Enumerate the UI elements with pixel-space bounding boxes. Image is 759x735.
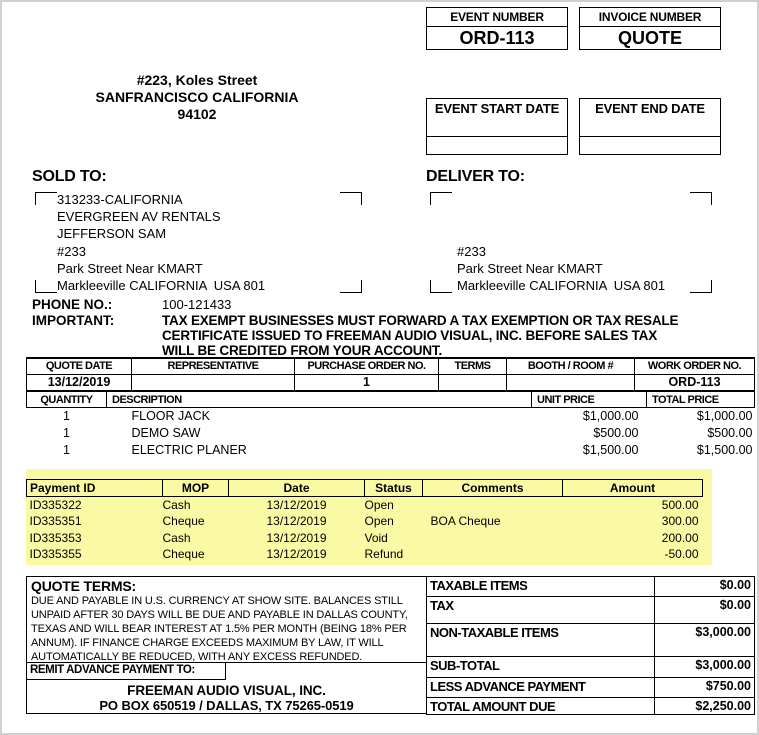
quantity-cell: 1 [63,426,70,440]
totals-label: TOTAL AMOUNT DUE [427,698,655,715]
sold-to-line: JEFFERSON SAM [57,226,167,242]
quantity-cell: 1 [63,443,70,457]
event-start-date-label: EVENT START DATE [427,99,567,137]
item-row [27,408,755,425]
mop-cell: Cheque [162,514,205,529]
date-cell: 13/12/2019 [266,547,327,562]
event-end-date-label: EVENT END DATE [580,99,720,137]
mop-cell: Cash [162,530,191,545]
comments-cell [423,546,563,563]
comments-cell [423,530,563,547]
deliver-to-line [457,225,712,242]
payment-row [27,513,703,530]
item-row [27,425,755,442]
amount-cell: -50.00 [664,547,699,562]
order-info-value-row [27,374,755,390]
order-info-header-cell: WORK ORDER NO. [635,358,755,374]
payments-header-cell: Date [229,480,365,497]
totals-label: SUB-TOTAL [427,657,655,678]
invoice-number-label: INVOICE NUMBER [580,8,720,27]
payments-header-cell: Amount [563,480,703,497]
important-label: IMPORTANT: [32,313,115,328]
payment-row [27,497,703,514]
order-info-header-cell: REPRESENTATIVE [132,358,295,374]
amount-cell: 500.00 [661,498,699,512]
deliver-to-line [457,191,712,208]
amount-cell: 300.00 [661,514,699,529]
order-info-header-cell: BOOTH / ROOM # [507,358,635,374]
items-header-cell: DESCRIPTION [107,392,532,408]
mop-cell: Cheque [162,547,205,562]
mop-cell: Cash [162,498,191,512]
totals-value: $750.00 [655,678,755,698]
payment-id-cell: ID335355 [29,547,82,562]
sold-to-address-block [35,191,362,294]
unit-price-cell: $500.00 [593,426,639,440]
corner-bracket-icon [690,192,712,205]
company-address-line: 94102 [177,106,217,122]
payments-header-cell: Payment ID [27,480,163,497]
totals-value: $0.00 [655,597,755,624]
payments-table [26,479,703,563]
order-info-header-cell: QUOTE DATE [27,358,132,374]
comments-cell: BOA Cheque [430,514,501,529]
date-cell: 13/12/2019 [266,530,327,545]
total-price-cell: $1,000.00 [696,409,753,424]
totals-row [427,678,755,698]
sold-to-line: EVERGREEN AV RENTALS [57,209,221,225]
date-cell: 13/12/2019 [266,498,327,512]
phone-value: 100-121433 [162,297,232,312]
event-start-date-box [426,98,568,155]
payments-header-cell: MOP [163,480,229,497]
comments-cell [423,497,563,514]
booth-room-value [507,374,635,390]
quote-terms-body: DUE AND PAYABLE IN U.S. CURRENCY AT SHOW SITE. BALANCES STILL UNPAID AFTER 30 DAYS WILL BE DUE AND PAYABLE IN DALLAS COUNTY, TEXAS AND WILL BEAR INTEREST AT 1.5% PER MONTH (BEING 18% PER ANNUM). IF FINANCE CHARGE EXCEEDS MAXIMUM BY LAW, IT WILL AUTOMATICALLY BE REDUCED, WITH ANY EXCESS REFUNDED. [31,595,408,663]
representative-value [132,374,295,390]
items-header-cell: UNIT PRICE [532,392,647,408]
event-number-box [426,7,568,50]
event-end-date-box [579,98,721,155]
event-number-label: EVENT NUMBER [427,8,567,27]
sold-to-line: 313233-CALIFORNIA [57,192,183,207]
payment-id-cell: ID335351 [29,514,82,529]
corner-bracket-icon [430,280,452,293]
unit-price-cell: $1,500.00 [582,443,639,457]
date-cell: 13/12/2019 [266,514,327,529]
work-order-no-value: ORD-113 [635,374,755,390]
company-address-line: SANFRANCISCO CALIFORNIA [95,89,299,105]
event-number-value: ORD-113 [459,28,535,48]
deliver-to-line: Park Street Near KMART [457,260,603,276]
order-info-header-row [27,358,755,374]
invoice-number-value: QUOTE [617,28,682,48]
corner-bracket-icon [340,192,362,205]
total-price-cell: $1,500.00 [696,443,753,457]
payment-id-cell: ID335353 [29,530,82,545]
items-header-cell: TOTAL PRICE [647,392,755,408]
totals-row [427,577,755,597]
important-text: TAX EXEMPT BUSINESSES MUST FORWARD A TAX EXEMPTION OR TAX RESALE CERTIFICATE ISSUED TO FREEMAN AUDIO VISUAL, INC. BEFORE SALES TAX WILL BE CREDITED FROM YOUR ACCOUNT. [162,313,679,359]
remit-address-block [27,680,426,713]
deliver-to-heading: DELIVER TO: [426,168,525,185]
quote-terms-title: QUOTE TERMS: [31,578,136,594]
items-header-row [27,392,755,408]
payments-section [26,469,712,565]
status-cell: Open [364,498,394,512]
item-row [27,442,755,459]
totals-row [427,597,755,624]
invoice-number-box [579,7,721,50]
deliver-to-line: #233 [457,243,486,259]
purchase-order-no-value: 1 [295,374,439,390]
description-cell: DEMO SAW [131,426,201,440]
sold-to-line: #233 [57,243,86,259]
corner-bracket-icon [690,280,712,293]
payment-row [27,546,703,563]
status-cell: Refund [364,547,404,562]
payments-header-cell: Status [365,480,423,497]
company-address-line: #223, Koles Street [136,72,258,88]
total-price-cell: $500.00 [707,426,753,440]
totals-row [427,698,755,715]
totals-value: $2,250.00 [655,698,755,715]
description-cell: FLOOR JACK [131,409,210,424]
remit-company-name: FREEMAN AUDIO VISUAL, INC. [127,683,326,698]
phone-label: PHONE NO.: [32,297,113,312]
deliver-to-line: Markleeville CALIFORNIA USA 801 [457,277,666,293]
totals-row [427,624,755,657]
totals-label: NON-TAXABLE ITEMS [427,624,655,657]
totals-value: $0.00 [655,577,755,597]
event-start-date-value [427,137,567,154]
line-items-table [26,391,755,459]
quote-date-value: 13/12/2019 [27,374,132,390]
sold-to-line: Markleeville CALIFORNIA USA 801 [57,277,266,293]
deliver-to-line [457,208,712,225]
totals-label: TAXABLE ITEMS [427,577,655,597]
quote-terms-box [26,576,427,714]
remit-advance-payment-label: REMIT ADVANCE PAYMENT TO: [27,663,226,680]
terms-value [439,374,507,390]
payments-header-row [27,480,703,497]
totals-table [426,576,755,715]
corner-bracket-icon [430,192,452,205]
sold-to-line: Park Street Near KMART [57,260,203,276]
totals-value: $3,000.00 [655,624,755,657]
description-cell: ELECTRIC PLANER [131,443,247,457]
amount-cell: 200.00 [661,530,699,545]
order-info-header-cell: TERMS [439,358,507,374]
payments-header-cell: Comments [423,480,563,497]
company-address [32,72,362,123]
corner-bracket-icon [35,280,57,293]
remit-company-address: PO BOX 650519 / DALLAS, TX 75265-0519 [99,698,354,713]
items-header-cell: QUANTITY [27,392,107,408]
status-cell: Void [364,530,388,545]
event-end-date-value [580,137,720,154]
quantity-cell: 1 [63,409,70,424]
payment-row [27,530,703,547]
status-cell: Open [364,514,394,529]
order-info-header-cell: PURCHASE ORDER NO. [295,358,439,374]
sold-to-heading: SOLD TO: [32,168,107,185]
totals-label: TAX [427,597,655,624]
payment-id-cell: ID335322 [29,498,82,512]
totals-label: LESS ADVANCE PAYMENT [427,678,655,698]
corner-bracket-icon [340,280,362,293]
order-info-table [26,357,755,391]
corner-bracket-icon [35,192,57,205]
totals-row [427,657,755,678]
unit-price-cell: $1,000.00 [582,409,639,424]
totals-value: $3,000.00 [655,657,755,678]
deliver-to-address-block [430,191,712,294]
